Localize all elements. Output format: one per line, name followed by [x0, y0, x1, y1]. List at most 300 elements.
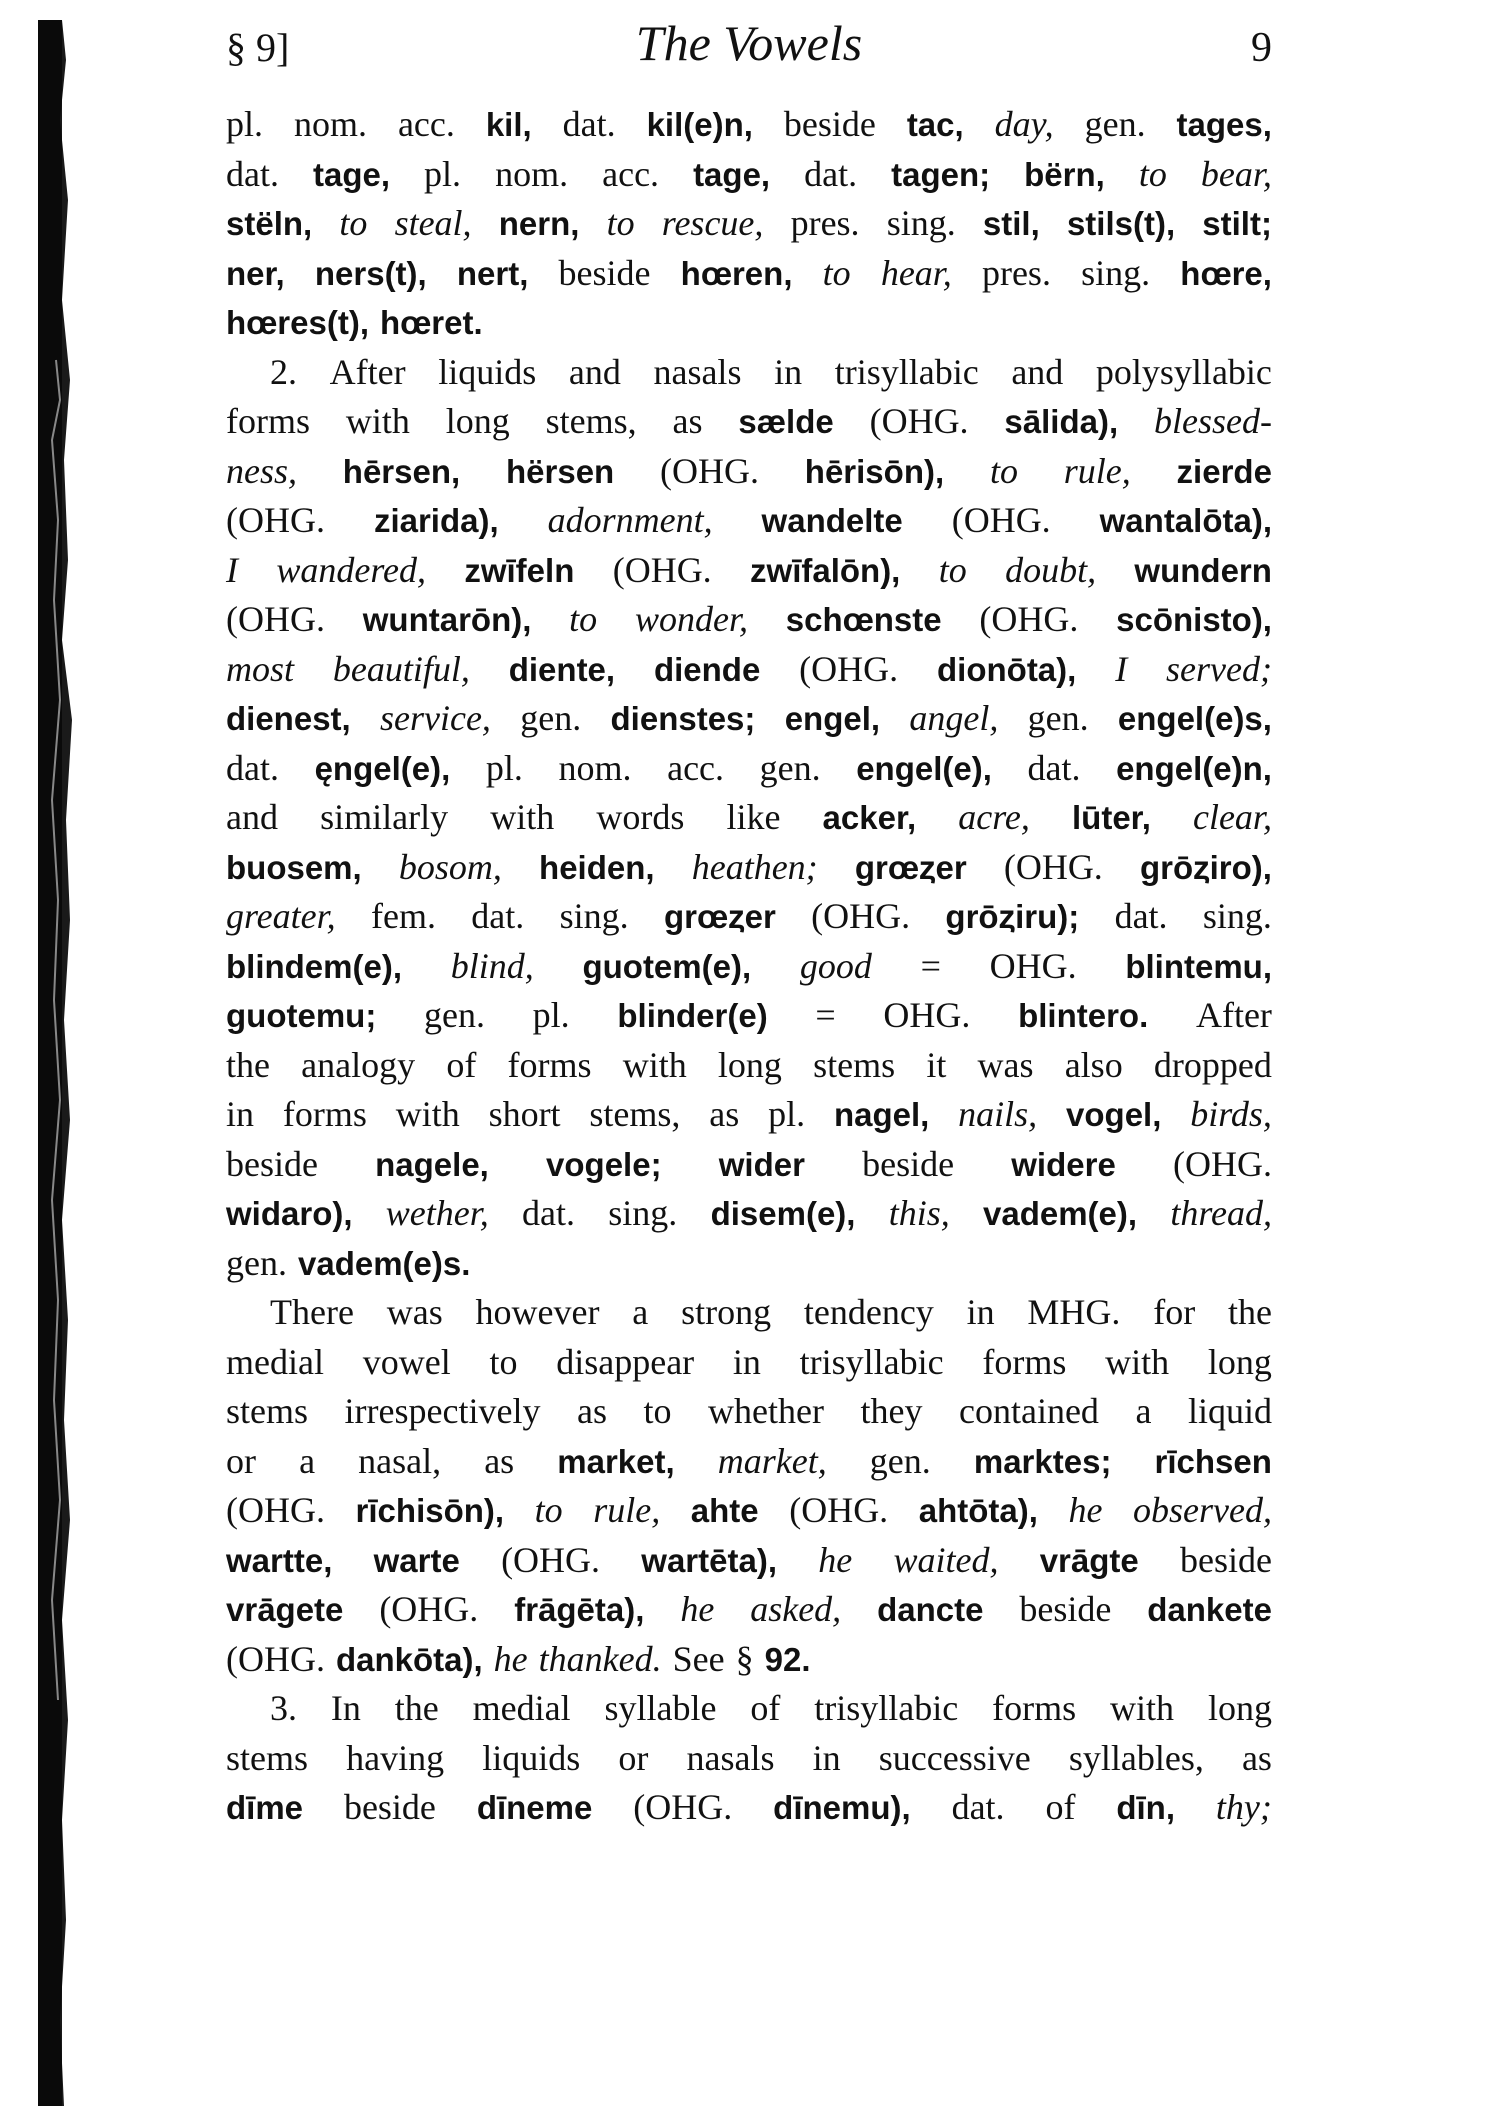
headword: tage,	[313, 155, 391, 193]
word: nom.	[495, 153, 569, 194]
headword: tac,	[906, 106, 964, 143]
headword: stils(t),	[1066, 205, 1176, 242]
word: in	[732, 1341, 761, 1382]
headword: lūter,	[1072, 799, 1151, 836]
gloss-word: heathen;	[691, 846, 818, 887]
word: strong	[681, 1292, 772, 1332]
word: with	[1105, 1341, 1170, 1382]
word: with	[345, 401, 410, 441]
headword: blintero.	[1018, 997, 1149, 1034]
text-line	[226, 199, 1272, 249]
gloss-word: birds,	[1190, 1094, 1272, 1134]
gloss-word: he	[493, 1638, 528, 1679]
word: gen.	[520, 698, 582, 738]
word: sing.	[1081, 252, 1151, 293]
text-line	[226, 942, 1272, 992]
word: to	[489, 1341, 518, 1382]
gloss-word: blind,	[450, 945, 534, 986]
headword: hœret.	[380, 304, 483, 341]
word: the	[226, 1044, 270, 1085]
headword: buosem,	[226, 848, 362, 886]
word: sing.	[886, 203, 956, 243]
page-binding-edge	[0, 0, 90, 2106]
running-title: The Vowels	[635, 15, 863, 71]
text-line	[226, 1536, 1272, 1586]
headword: hërsen	[505, 452, 615, 490]
word: a	[1135, 1391, 1152, 1431]
word: long	[1207, 1688, 1272, 1728]
headword: tagen;	[891, 155, 991, 193]
word: nasals	[653, 351, 742, 392]
body-text	[226, 100, 1272, 1833]
headword: nagele,	[375, 1145, 489, 1183]
word: sing.	[1202, 896, 1272, 936]
word: fem.	[370, 896, 436, 936]
word: was	[977, 1044, 1034, 1085]
word: (OHG.	[660, 450, 759, 491]
headword: ahtōta),	[918, 1492, 1038, 1529]
gloss-word: bear,	[1200, 153, 1272, 194]
word: OHG.	[989, 945, 1077, 986]
headword: dienest,	[226, 700, 351, 737]
word: a	[299, 1440, 316, 1481]
gloss-word: greater,	[226, 896, 336, 936]
gloss-word: served;	[1166, 648, 1272, 689]
word: as	[709, 1094, 740, 1134]
word: gen.	[1084, 104, 1146, 144]
headword: engel(e)s,	[1117, 700, 1272, 737]
text-line	[226, 1486, 1272, 1536]
word: After	[329, 351, 406, 392]
word: a	[632, 1292, 649, 1332]
gloss-word: doubt,	[1005, 549, 1097, 590]
word: whether	[708, 1391, 824, 1431]
gloss-word: rule,	[1063, 450, 1131, 491]
word: stems	[226, 1391, 309, 1431]
word: long	[445, 401, 510, 441]
word: beside	[1019, 1589, 1112, 1629]
word: trisyllabic	[814, 1688, 959, 1728]
word: §	[735, 1638, 754, 1679]
text-line	[226, 892, 1272, 942]
text-line	[226, 1288, 1272, 1338]
word: (OHG.	[951, 500, 1051, 540]
text-line	[226, 991, 1272, 1041]
word: words	[596, 797, 685, 837]
word: There	[270, 1292, 354, 1332]
word: (OHG.	[1172, 1143, 1272, 1184]
gloss-word: to	[606, 203, 635, 243]
word: syllables,	[1068, 1737, 1204, 1778]
text-line	[226, 298, 1272, 348]
word: analogy	[301, 1044, 416, 1085]
word: 2.	[270, 351, 297, 392]
word: (OHG.	[226, 599, 325, 639]
gloss-word: ness,	[226, 450, 297, 491]
word: of	[750, 1688, 781, 1728]
gloss-word: to	[339, 203, 368, 243]
word: (OHG.	[226, 500, 325, 540]
text-line	[226, 793, 1272, 843]
word: dat.	[804, 153, 858, 194]
word: (OHG.	[379, 1589, 479, 1629]
word: nom.	[293, 104, 367, 144]
gloss-word: day,	[994, 104, 1054, 144]
word: and	[568, 351, 621, 392]
word: dropped	[1153, 1044, 1272, 1085]
word: pl.	[226, 104, 264, 144]
headword: blinder(e)	[617, 997, 768, 1034]
gloss-word: blessed-	[1154, 401, 1272, 441]
gloss-word: to	[1138, 153, 1167, 194]
headword: nern,	[498, 205, 580, 242]
word: (OHG.	[799, 648, 899, 689]
headword: kil(e)n,	[646, 106, 753, 143]
word: having	[346, 1737, 445, 1778]
headword: ahte	[690, 1492, 759, 1529]
headword: hœren,	[680, 254, 793, 292]
word: sing.	[559, 896, 629, 936]
gloss-word: beautiful,	[332, 648, 470, 689]
gloss-word: observed,	[1133, 1490, 1272, 1530]
text-line	[226, 1437, 1272, 1487]
word: long	[717, 1044, 782, 1085]
headword: diende	[653, 650, 761, 688]
word: in	[774, 351, 803, 392]
headword: tages,	[1176, 106, 1272, 143]
headword: kil,	[485, 106, 532, 143]
headword: bërn,	[1024, 155, 1105, 193]
text-line	[226, 1338, 1272, 1388]
word: (OHG.	[869, 401, 969, 441]
text-line	[226, 694, 1272, 744]
gloss-word: nails,	[958, 1094, 1038, 1134]
word: nasals	[686, 1737, 775, 1778]
word: =	[920, 945, 941, 986]
word: pl.	[532, 995, 570, 1035]
word: irrespectively	[344, 1391, 541, 1431]
word: gen.	[759, 747, 821, 788]
word: as	[672, 401, 703, 441]
word: stems	[226, 1737, 309, 1778]
word: vowel	[362, 1341, 451, 1382]
word: dat.	[522, 1193, 576, 1233]
text-line	[226, 1585, 1272, 1635]
headword: frāgēta),	[514, 1591, 645, 1628]
word: stems,	[545, 401, 637, 441]
text-line	[226, 397, 1272, 447]
headword: hœre,	[1180, 254, 1272, 292]
word: gen.	[869, 1440, 931, 1481]
gloss-word: to	[822, 252, 851, 293]
text-line	[226, 645, 1272, 695]
headword: market,	[557, 1442, 675, 1480]
gloss-word: to	[938, 549, 967, 590]
headword: engel,	[784, 700, 881, 737]
headword: vrāgte	[1039, 1541, 1139, 1579]
headword: dankōta),	[335, 1640, 483, 1678]
text-line	[226, 744, 1272, 794]
headword: dienstes;	[610, 700, 756, 737]
headword: wundern	[1134, 551, 1272, 589]
word: in	[812, 1737, 841, 1778]
word: polysyllabic	[1095, 351, 1272, 392]
word: syllable	[604, 1688, 717, 1728]
word: with	[490, 797, 555, 837]
gloss-word: thanked.	[538, 1638, 662, 1679]
headword: diente,	[508, 650, 616, 688]
word: beside	[1179, 1539, 1272, 1580]
gloss-word: rule,	[593, 1490, 661, 1530]
text-line	[226, 1783, 1272, 1833]
text-line	[226, 1387, 1272, 1437]
text-line	[226, 843, 1272, 893]
section-reference: § 9]	[226, 25, 290, 70]
headword: scōnisto),	[1116, 601, 1272, 638]
headword: dīnemu),	[773, 1789, 911, 1826]
gloss-word: wandered,	[276, 549, 426, 590]
word: gen.	[424, 995, 485, 1035]
headword: vogel,	[1066, 1096, 1162, 1133]
word: medial	[472, 1688, 571, 1728]
word: sing.	[608, 1193, 678, 1233]
word: however	[475, 1292, 600, 1332]
word: successive	[878, 1737, 1031, 1778]
headword: hœres(t),	[226, 304, 369, 341]
word: See	[672, 1638, 725, 1679]
word: gen.	[226, 1242, 287, 1283]
headword: marktes;	[973, 1442, 1112, 1480]
text-line	[226, 150, 1272, 200]
headword: grœȥer	[663, 898, 776, 935]
word: trisyllabic	[799, 1341, 944, 1382]
gloss-word: acre,	[958, 797, 1030, 837]
gloss-word: hear,	[880, 252, 952, 293]
headword: ziarida),	[373, 502, 499, 539]
gloss-word: adornment,	[547, 500, 713, 540]
text-line	[226, 1090, 1272, 1140]
word: with	[1110, 1688, 1175, 1728]
page-number: 9	[1251, 25, 1272, 71]
word: and	[226, 797, 278, 837]
word: in	[966, 1292, 995, 1332]
headword: engel(e)n,	[1116, 749, 1272, 787]
word: with	[622, 1044, 687, 1085]
headword: widaro),	[226, 1195, 353, 1232]
headword: schœnste	[785, 601, 942, 638]
text-line	[226, 1140, 1272, 1190]
word: they	[860, 1391, 923, 1431]
headword: dancte	[877, 1591, 984, 1628]
word: dat.	[1114, 896, 1168, 936]
word: long	[1207, 1341, 1272, 1382]
word: beside	[226, 1143, 318, 1184]
text-line	[226, 1734, 1272, 1784]
gloss-word: to	[534, 1490, 563, 1530]
word: After	[1195, 995, 1272, 1035]
text-line	[226, 249, 1272, 299]
text-line	[226, 1239, 1272, 1289]
headword: disem(e),	[710, 1195, 856, 1232]
gloss-word: he	[680, 1589, 715, 1629]
word: and	[1011, 351, 1064, 392]
headword: dīneme	[476, 1789, 593, 1826]
headword: zwīfeln	[464, 551, 575, 589]
word: 3.	[270, 1688, 297, 1728]
word: forms	[282, 1094, 367, 1134]
word: pres.	[981, 252, 1051, 293]
word: stems,	[589, 1094, 681, 1134]
headword: heiden,	[539, 848, 655, 886]
headword: wantalōta),	[1099, 502, 1272, 539]
headword: tage,	[693, 155, 771, 193]
word: tendency	[803, 1292, 934, 1332]
word: like	[726, 797, 781, 837]
headword: vadem(e),	[983, 1195, 1138, 1232]
text-line	[226, 1041, 1272, 1091]
gloss-word: wether,	[385, 1193, 489, 1233]
headword: warte	[373, 1541, 460, 1579]
headword: zwīfalōn),	[750, 551, 901, 589]
headword: widere	[1011, 1145, 1116, 1183]
gloss-word: rescue,	[661, 203, 764, 243]
word: pres.	[790, 203, 860, 243]
text-line	[226, 1684, 1272, 1734]
word: with	[395, 1094, 460, 1134]
headword: grœȥer	[854, 848, 967, 886]
word: forms	[982, 1341, 1067, 1382]
word: stems	[813, 1044, 896, 1085]
headword: ners(t),	[314, 254, 427, 292]
word: (OHG.	[979, 599, 1079, 639]
word: similarly	[320, 797, 449, 837]
word: of	[1045, 1787, 1076, 1827]
text-line	[226, 546, 1272, 596]
word: (OHG.	[226, 1490, 325, 1530]
gloss-word: waited,	[893, 1539, 999, 1580]
word: was	[386, 1292, 443, 1332]
word: pl.	[768, 1094, 806, 1134]
headword: guotemu;	[226, 997, 377, 1034]
word: forms	[226, 401, 310, 441]
headword: wartte,	[226, 1541, 333, 1579]
word: forms	[992, 1688, 1077, 1728]
gloss-word: most	[226, 648, 295, 689]
running-header	[226, 10, 1272, 80]
word: =	[815, 995, 836, 1035]
text-line	[226, 100, 1272, 150]
word: acc.	[602, 153, 660, 194]
word: (OHG.	[1003, 846, 1103, 887]
word: in	[226, 1094, 255, 1134]
gloss-word: wonder,	[634, 599, 748, 639]
word: as	[484, 1440, 515, 1481]
headword: dīn,	[1116, 1789, 1176, 1826]
word: disappear	[556, 1341, 695, 1382]
headword: vogele;	[546, 1145, 662, 1183]
word: dat.	[1027, 747, 1081, 788]
word: for	[1153, 1292, 1196, 1332]
headword: dionōta),	[937, 650, 1077, 688]
text-line	[226, 496, 1272, 546]
headword: dankete	[1147, 1591, 1272, 1628]
word: dat.	[951, 1787, 1005, 1827]
gloss-word: he	[818, 1539, 853, 1580]
headword: rīchsen	[1154, 1442, 1272, 1480]
word: as	[1241, 1737, 1272, 1778]
gloss-word: angel,	[909, 698, 999, 738]
word: liquids	[438, 351, 537, 392]
headword: nert,	[456, 254, 529, 292]
headword: blintemu,	[1125, 947, 1272, 985]
word: beside	[558, 252, 651, 293]
gloss-word: service,	[380, 698, 491, 738]
text-line	[226, 1189, 1272, 1239]
headword: dīme	[226, 1789, 304, 1826]
gloss-word: market,	[717, 1440, 827, 1481]
gloss-word: thread,	[1170, 1193, 1272, 1233]
gloss-word: steal,	[394, 203, 472, 243]
headword: rīchisōn),	[355, 1492, 505, 1529]
gloss-word: bosom,	[398, 846, 502, 887]
word: (OHG.	[789, 1490, 889, 1530]
headword: acker,	[822, 799, 917, 836]
gloss-word: thy;	[1215, 1787, 1272, 1827]
word: forms	[507, 1044, 592, 1085]
word: also	[1064, 1044, 1123, 1085]
headword: wider	[718, 1145, 805, 1183]
gloss-word: to	[989, 450, 1018, 491]
headword: wartēta),	[641, 1541, 777, 1579]
word: nasal,	[358, 1440, 442, 1481]
word: In	[330, 1688, 361, 1728]
headword: stëln,	[226, 205, 313, 242]
word: trisyllabic	[834, 351, 979, 392]
text-line	[226, 447, 1272, 497]
word: OHG.	[883, 995, 971, 1035]
word: acc.	[397, 104, 455, 144]
headword: wandelte	[761, 502, 903, 539]
headword: blindem(e),	[226, 947, 403, 985]
word: beside	[343, 1787, 436, 1827]
word: dat.	[471, 896, 525, 936]
word: contained	[958, 1391, 1099, 1431]
text-line	[226, 348, 1272, 398]
gloss-word: this,	[888, 1193, 950, 1233]
word: beside	[783, 104, 876, 144]
headword: guotem(e),	[582, 947, 752, 985]
headword: wuntarōn),	[362, 601, 532, 638]
gloss-word: clear,	[1192, 797, 1272, 837]
word: it	[926, 1044, 947, 1085]
word: the	[394, 1688, 439, 1728]
headword: ner,	[226, 254, 285, 292]
word: gen.	[1027, 698, 1089, 738]
word: pl.	[424, 153, 462, 194]
word: or	[618, 1737, 649, 1778]
gloss-word: I	[1115, 648, 1128, 689]
word: (OHG.	[811, 896, 911, 936]
word: liquids	[482, 1737, 581, 1778]
text-line	[226, 1635, 1272, 1685]
word: the	[1228, 1292, 1272, 1332]
word: (OHG.	[633, 1787, 733, 1827]
word: liquid	[1187, 1391, 1272, 1431]
headword: hērisōn),	[804, 452, 945, 490]
word: dat.	[226, 153, 279, 194]
gloss-word: good	[799, 945, 872, 986]
headword: engel(e),	[856, 749, 992, 787]
